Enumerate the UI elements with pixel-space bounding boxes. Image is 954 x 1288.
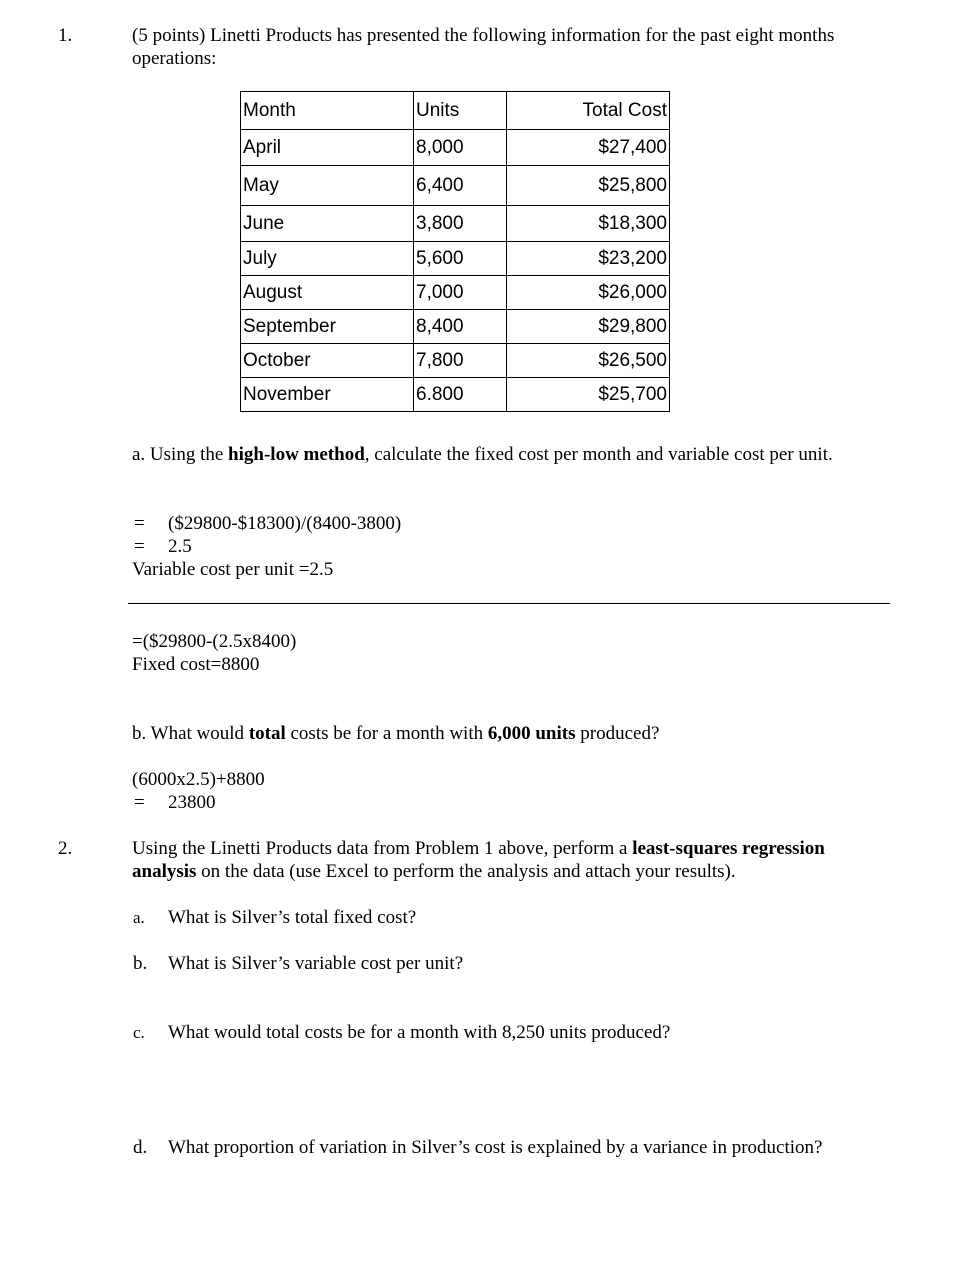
cell-total-cost: $29,800 (507, 310, 670, 344)
question-2-line2 (132, 860, 736, 883)
cell-total-cost: $23,200 (507, 242, 670, 276)
cell-units: 3,800 (414, 206, 507, 242)
question-1-number: 1. (58, 25, 73, 46)
cell-month: August (241, 276, 414, 310)
part-b-bold2: 6,000 units (487, 723, 576, 744)
part-a-prefix: a. Using the (132, 444, 229, 465)
eq2-text: 2.5 (168, 536, 192, 557)
q2-item-c-label: c. (133, 1023, 145, 1042)
part-b-mid: costs be for a month with (285, 723, 488, 744)
divider (128, 603, 890, 604)
cell-total-cost: $25,800 (507, 166, 670, 206)
cell-units: 7,800 (414, 344, 507, 378)
part-b-eq-sign: = (134, 792, 145, 813)
cell-month: October (241, 344, 414, 378)
eq2-sign: = (134, 536, 145, 557)
question-2-line1 (132, 837, 825, 860)
q2-item-a-text: What is Silver’s total fixed cost? (168, 907, 417, 928)
q2-line2-suffix: on the data (use Excel to perform the analysis and attach your results). (196, 861, 736, 882)
header-month: Month (241, 92, 414, 130)
cell-units: 6,400 (414, 166, 507, 206)
cell-month: April (241, 130, 414, 166)
table-row (241, 130, 670, 166)
q2-item-b-text: What is Silver’s variable cost per unit? (168, 953, 464, 974)
q2-item-a-label: a. (133, 908, 145, 927)
cell-units: 8,000 (414, 130, 507, 166)
q2-item-c-text: What would total costs be for a month with 8,250 units produced? (168, 1022, 671, 1043)
table-header-row (241, 92, 670, 130)
header-total-cost: Total Cost (507, 92, 670, 130)
part-b-suffix: produced? (575, 723, 660, 744)
cell-month: July (241, 242, 414, 276)
cell-total-cost: $26,500 (507, 344, 670, 378)
part-b-bold1: total (248, 723, 286, 744)
cell-total-cost: $27,400 (507, 130, 670, 166)
header-units: Units (414, 92, 507, 130)
table-row (241, 310, 670, 344)
part-b-prefix: b. What would (132, 723, 249, 744)
part-a-prompt (132, 443, 833, 466)
cell-month: November (241, 378, 414, 412)
q2-item-b-label: b. (133, 953, 148, 974)
q2-line1-prefix: Using the Linetti Products data from Problem 1 above, perform a (132, 838, 633, 859)
cell-month: June (241, 206, 414, 242)
fixed-cost-line: Fixed cost=8800 (132, 654, 260, 675)
q2-item-d-text: What proportion of variation in Silver’s cost is explained by a variance in production? (168, 1137, 823, 1158)
cell-units: 7,000 (414, 276, 507, 310)
eq1-sign: = (134, 513, 145, 534)
cell-units: 8,400 (414, 310, 507, 344)
part-a-suffix: , calculate the fixed cost per month and variable cost per unit. (364, 444, 833, 465)
q2-item-d-label: d. (133, 1137, 148, 1158)
cell-total-cost: $25,700 (507, 378, 670, 412)
part-b-prompt (132, 722, 659, 745)
cell-total-cost: $18,300 (507, 206, 670, 242)
fixed-cost-calc: =($29800-(2.5x8400) (132, 631, 297, 652)
question-1-intro-line1: (5 points) Linetti Products has presented the following information for the past eight months (132, 25, 835, 46)
variable-cost-line: Variable cost per unit =2.5 (132, 559, 334, 580)
q2-line2-bold: analysis (132, 861, 197, 882)
eq1-text: ($29800-$18300)/(8400-3800) (168, 513, 402, 534)
table-row (241, 378, 670, 412)
table-row (241, 344, 670, 378)
part-b-eq-text: 23800 (168, 792, 216, 813)
table-row (241, 206, 670, 242)
cell-month: September (241, 310, 414, 344)
cell-units: 5,600 (414, 242, 507, 276)
cell-units: 6.800 (414, 378, 507, 412)
part-b-calc: (6000x2.5)+8800 (132, 769, 265, 790)
cost-data-table (240, 91, 670, 412)
question-2-number: 2. (58, 838, 73, 859)
table-row (241, 166, 670, 206)
part-a-bold: high-low method (228, 444, 365, 465)
table-row (241, 276, 670, 310)
cell-total-cost: $26,000 (507, 276, 670, 310)
table-row (241, 242, 670, 276)
q2-line1-bold: least-squares regression (632, 838, 825, 859)
cell-month: May (241, 166, 414, 206)
question-1-intro-line2: operations: (132, 48, 217, 69)
